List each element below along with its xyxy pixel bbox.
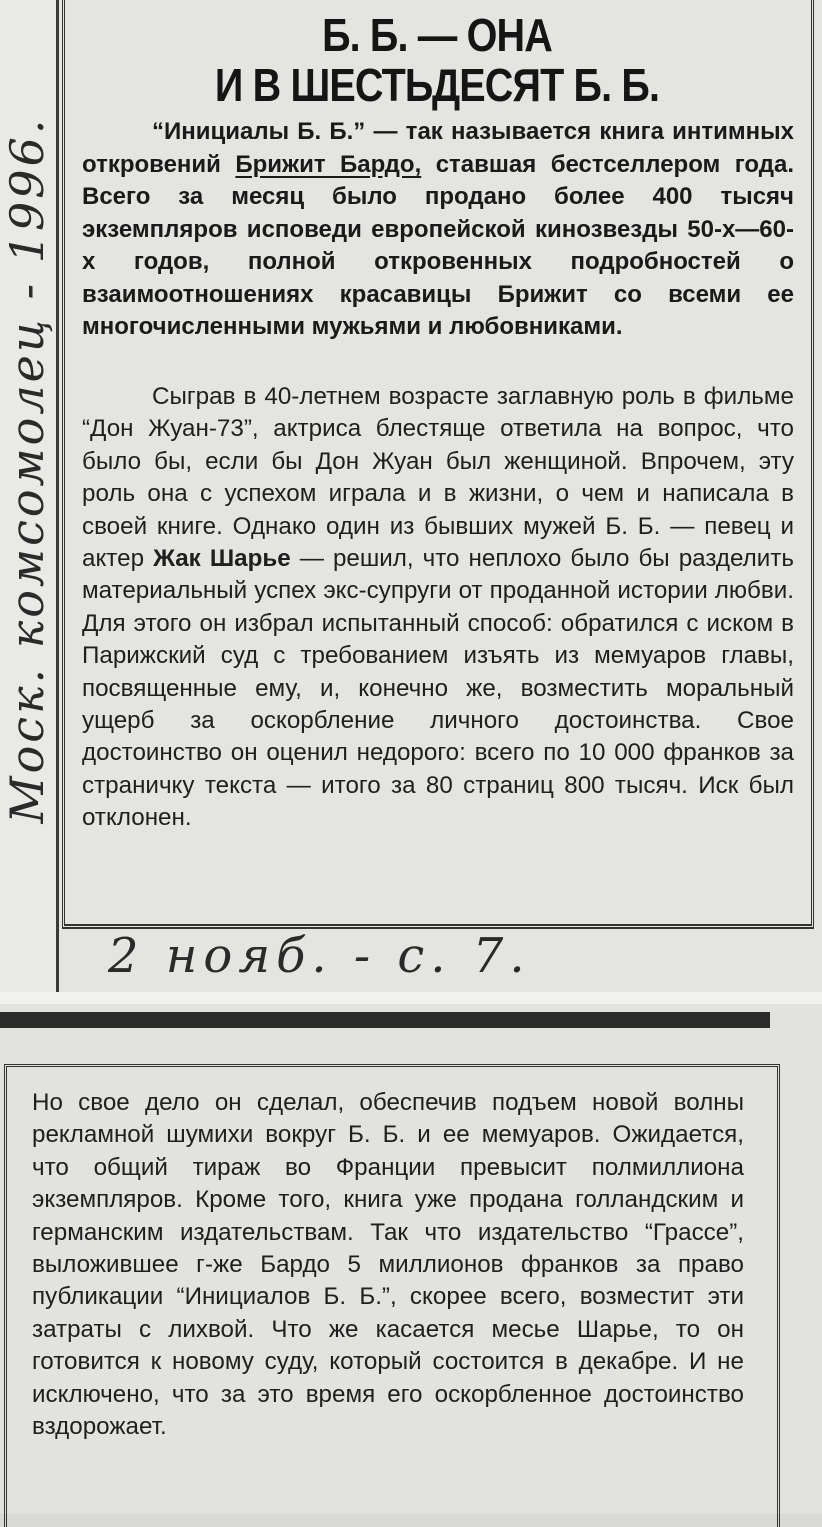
body-text-1: Сыграв в 40-летнем возрасте заглавную роль в фильме “Дон Жуан-73”, актриса блестяще ответила на вопрос, что было бы, если бы Дон Жуан был женщиной. Впрочем, эту роль она с успехом играла и в жизни, о чем и написала в своей книге. Однако один из бывших мужей Б. Б. — певец и актер <box>82 383 794 573</box>
body-paragraph <box>82 381 794 835</box>
headline-line-2: И В ШЕСТЬДЕСЯТ Б. Б. <box>214 59 660 111</box>
continuation-text: Но свое дело он сделал, обеспечив подъем новой волны рекламной шумихи вокруг Б. Б. и ее мемуаров. Ожидается, что общий тираж во Франции превысит полмиллиона экземпляров. Кроме того, книга уже продана голландским и германским издательствам. Так что издательство “Грассе”, выложившее г-же Бардо 5 миллионов франков за право публикации “Инициалов Б. Б.”, скорее всего, возместит эти затраты с лихвой. Что же касается месье Шарье, то он готовится к новому суду, который состоится в декабре. И не исключено, что за это время его оскорбленное достоинство вздорожает. <box>32 1089 744 1441</box>
article-headline <box>118 10 756 110</box>
continuation-paragraph <box>32 1087 744 1443</box>
clipping-gap <box>0 992 822 1004</box>
left-margin-strip <box>0 0 59 992</box>
handwritten-date-note: 2 нояб. - с. 7. <box>108 928 531 984</box>
lead-name-bardot: Брижит Бардо, <box>235 150 422 178</box>
side-handwritten-note: Моск. комсомолец - 1996. <box>0 116 54 824</box>
lead-text-2: ставшая бестселлером года. Всего за месяц было продано более 400 тысяч экземпляров исповеди европейской кинозвезды 50-х—60-х годов, полной откровенных подробностей о взаимоотношениях красавицы Брижит со всеми ее многочисленными мужьями и любовниками. <box>82 150 795 340</box>
lead-text-1: “Инициалы Б. Б.” — так называется книга интимных откровений <box>82 118 794 178</box>
body-name-charrier: Жак Шарье <box>153 545 291 573</box>
black-rule <box>0 1012 770 1028</box>
lead-paragraph <box>82 116 794 344</box>
body-text-2: — решил, что неплохо было бы разделить материальный успех экс-супруги от проданной истории любви. Для этого он избрал испытанный способ: обратился с иском в Парижский суд с требованием изъять из мемуаров главы, посвященные ему, и, конечно же, возместить моральный ущерб за оскорбление личного достоинства. Свое достоинство он оценил недорого: всего по 10 000 франков за страничку текста — итого за 80 страниц 800 тысяч. Иск был отклонен. <box>82 545 794 832</box>
headline-line-1: Б. Б. — ОНА <box>322 9 552 61</box>
